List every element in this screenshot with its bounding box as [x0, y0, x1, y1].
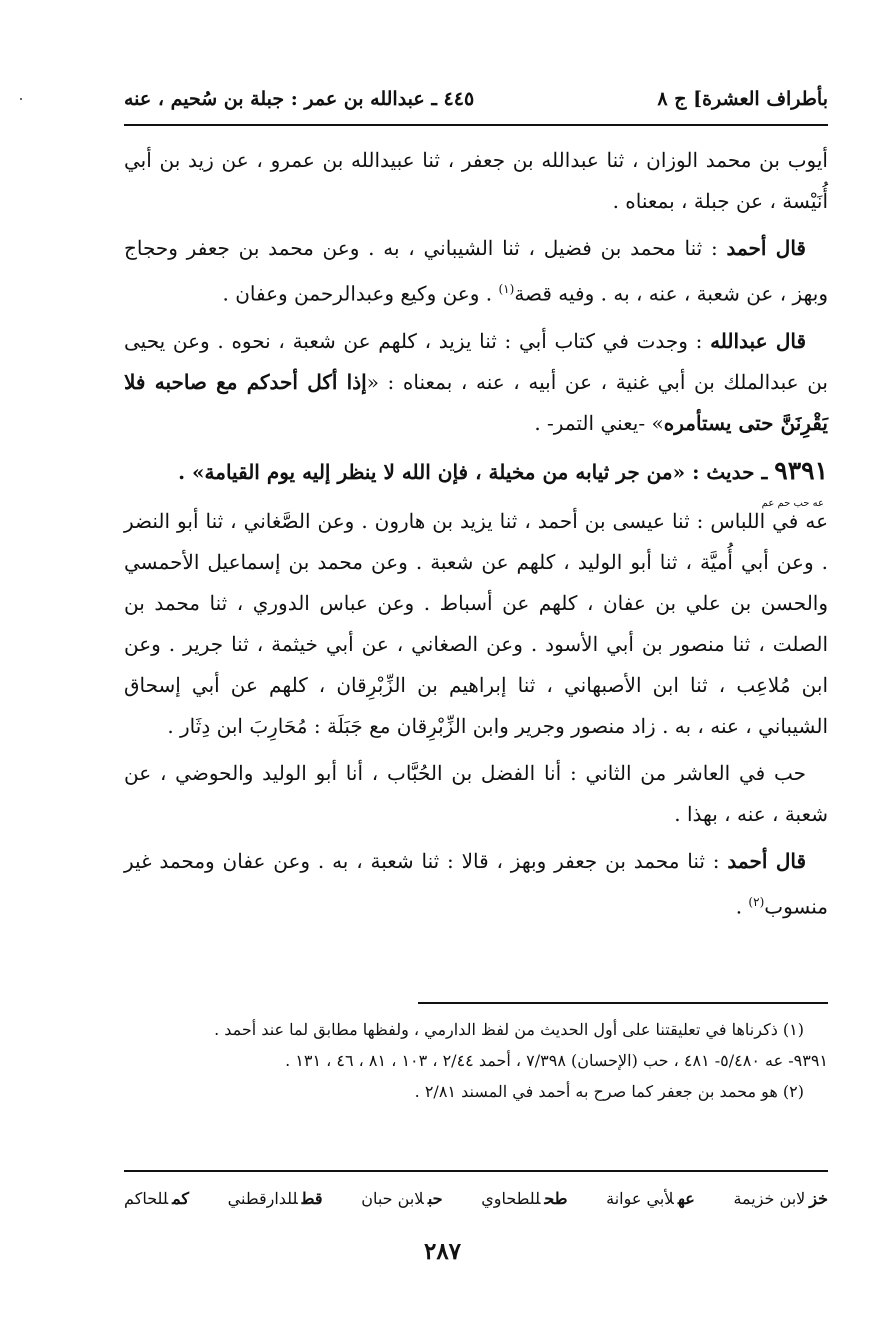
source-references: ٩٣٩١- عه ٥/٤٨٠- ٤٨١ ، حب (الإحسان) ٧/٣٩٨ ، أحمد ٢/٤٤ ، ١٠٣ ، ٨١ ، ٤٦ ، ١٣١ . — [285, 1051, 828, 1070]
paragraph-text: . وعن وكيع وعبدالرحمن وعفان . — [222, 281, 499, 306]
footnote-ref-1[interactable]: (١) — [498, 282, 515, 296]
main-text — [124, 140, 828, 933]
abbreviation-item — [124, 1184, 189, 1214]
abbreviation-label: لأبي عوانة — [606, 1189, 674, 1208]
abbreviation-code: حب — [427, 1189, 443, 1208]
abbreviation-code: عه — [677, 1189, 695, 1208]
abbreviation-code: طح — [544, 1189, 568, 1208]
paragraph-abdullah — [124, 321, 828, 444]
running-header — [124, 84, 828, 126]
abbreviation-label: لابن حبان — [361, 1189, 424, 1208]
hadith-number: ٩٣٩١ — [774, 455, 828, 485]
abbreviation-item — [606, 1184, 695, 1214]
header-chapter-title: ٤٤٥ ـ عبدالله بن عمر : جبلة بن سُحيم ، عنه — [124, 88, 475, 110]
footnote-ref-2[interactable]: (٢) — [748, 894, 765, 909]
abbreviation-code: خز — [809, 1189, 828, 1208]
paragraph-text: » -يعني التمر- . — [534, 410, 664, 435]
matn-quote: إذا أكل أحدكم مع صاحبه فلا يَقْرِنَنَّ حتى يستأمره — [124, 369, 828, 435]
paragraph-awana — [124, 499, 828, 747]
paragraph-isnad-1: أيوب بن محمد الوزان ، ثنا عبدالله بن جعفر ، ثنا عبيدالله بن عمرو ، عن زيد بن أبي أُنَيْسة ، عن جبلة ، بمعناه . — [124, 148, 828, 213]
abbreviation-item — [733, 1184, 828, 1214]
abbreviation-item — [361, 1184, 442, 1214]
speaker-label: قال أحمد — [726, 236, 806, 260]
paragraph-ahmad-2 — [124, 841, 828, 928]
source-symbols: عه حب حم عم — [761, 497, 824, 509]
paragraph-text: : وجدت في كتاب أبي : ثنا يزيد ، كلهم عن شعبة ، نحوه . وعن يحيى بن عبدالملك بن أبي غنية ، عن أبيه ، عنه ، بمعناه : « — [124, 328, 829, 394]
abbreviations-separator — [124, 1170, 828, 1172]
hadith-matn: من جر ثيابه من مخيلة ، فإن الله لا ينظر إليه يوم القيامة — [204, 459, 673, 484]
header-volume-title: بأطراف العشرة] ج ٨ — [657, 88, 828, 110]
paragraph-text: عه في اللباس : ثنا عيسى بن أحمد ، ثنا يزيد بن هارون . وعن الصَّغاني ، ثنا أبو النضر . وعن أبي أُميَّة ، ثنا أبو الوليد ، كلهم عن شعبة . وعن محمد بن إسماعيل الأحمسي والحسن بن علي بن عفان ، كلهم عن أسباط . وعن عباس الدوري ، ثنا محمد بن الصلت ، ثنا منصور بن أبي الأسود . وعن الصغاني ، عن أبي خيثمة ، ثنا جرير . وعن ابن مُلاعِب ، ثنا ابن الأصبهاني ، ثنا إبراهيم بن الزِّبْرِقان ، كلهم عن أبي إسحاق الشيباني ، عنه ، به . زاد منصور وجرير وابن الزِّبْرِقان مع جَبَلَة : مُحَارِبَ ابن دِثَار . — [124, 508, 829, 738]
hadith-heading — [124, 450, 828, 493]
footnote-separator — [418, 1002, 828, 1004]
paragraph-text: : ثنا محمد بن جعفر وبهز ، قالا : ثنا شعبة ، به . وعن عفان ومحمد غير منسوب — [124, 848, 828, 919]
page-number: ٢٨٧ — [423, 1238, 462, 1265]
speaker-label: قال عبدالله — [710, 328, 807, 353]
abbreviation-item — [228, 1184, 323, 1214]
scan-speck — [20, 98, 22, 100]
hadith-end: » . — [178, 459, 205, 484]
abbreviations-legend — [124, 1184, 828, 1214]
paragraph-ahmad-1 — [124, 228, 828, 315]
speaker-label: قال أحمد — [727, 848, 807, 873]
paragraph-hibban: حب في العاشر من الثاني : أنا الفضل بن الحُبَّاب ، أنا أبو الوليد والحوضي ، عن شعبة ، عنه ، بهذا . — [124, 760, 828, 826]
paragraph-text: : ثنا محمد بن فضيل ، ثنا الشيباني ، به . وعن محمد بن جعفر وحجاج وبهز ، عن شعبة ، عنه ، به . وفيه قصة — [124, 236, 828, 306]
abbreviation-item — [481, 1184, 567, 1214]
hadith-label: ـ حديث : « — [672, 459, 775, 484]
footnote-1: (١) ذكرناها في تعليقتنا على أول الحديث من لفظ الدارمي ، ولفظها مطابق لما عند أحمد . — [214, 1020, 804, 1039]
abbreviation-label: للطحاوي — [481, 1189, 541, 1208]
abbreviation-label: للحاكم — [124, 1189, 169, 1208]
abbreviation-code: قط — [301, 1189, 323, 1208]
abbreviation-code: كم — [172, 1189, 189, 1208]
footnote-2: (٢) هو محمد بن جعفر كما صرح به أحمد في المسند ٢/٨١ . — [414, 1082, 804, 1101]
paragraph-text: . — [735, 894, 749, 919]
abbreviation-label: لابن خزيمة — [733, 1189, 806, 1208]
abbreviation-label: للدارقطني — [227, 1189, 298, 1208]
footnotes — [124, 1014, 828, 1107]
